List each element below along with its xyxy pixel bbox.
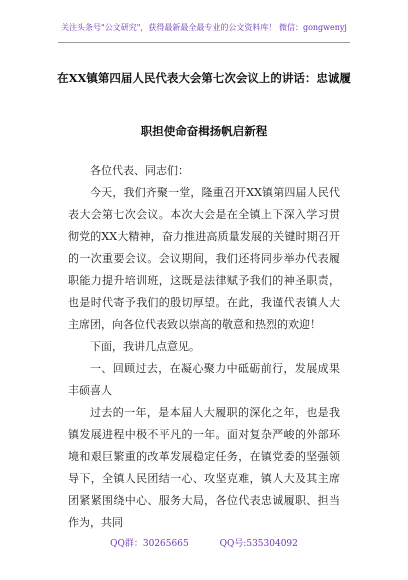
body-paragraph: 下面，我讲几点意见。 <box>90 340 200 353</box>
header-banner: 关注头条号"公文研究"，获得最新最全最专业的公文资料库！ 微信：gongwenyj <box>61 23 347 32</box>
section-heading: 一、回顾过去，在凝心聚力中砥砺前行，发展成果丰硕喜人 <box>68 362 340 397</box>
body-paragraph: 今天，我们齐聚一堂，隆重召开XX镇第四届人民代表大会第七次会议。本次大会是在全镇上下深入学习贯彻党的XX大精神，奋力推进高质量发展的关键时期召开的一次重要会议。会议期间，我们还将同步举办代表履职能力提升培训班，这既是法律赋予我们的神圣职责，也是时代寄予我们的殷切厚望。在此，我谨代表镇人大主席团，向各位代表致以崇高的敬意和热烈的欢迎！ <box>68 186 340 331</box>
qq-number: QQ号:535304092 <box>219 539 298 549</box>
salutation-paragraph: 各位代表、同志们： <box>90 164 189 177</box>
document-body <box>68 160 340 534</box>
qq-group-number: QQ群：30265665 <box>110 539 189 549</box>
body-paragraph: 过去的一年，是本届人大履职的深化之年，也是我镇发展进程中极不平凡的一年。面对复杂严峻的外部环境和艰巨繁重的改革发展稳定任务，在镇党委的坚强领导下，全镇人民团结一心、攻坚克难，镇人大及其主席团紧紧围绕中心、服务大局，各位代表忠诚履职、担当作为，共同 <box>68 406 340 529</box>
document-title-line-2: 职担使命奋楫扬帆启新程 <box>140 124 268 138</box>
header-divider <box>58 42 350 43</box>
footer-contact <box>0 536 408 549</box>
document-title-line-1: 在XX镇第四届人民代表大会第七次会议上的讲话：忠诚履 <box>57 71 351 85</box>
